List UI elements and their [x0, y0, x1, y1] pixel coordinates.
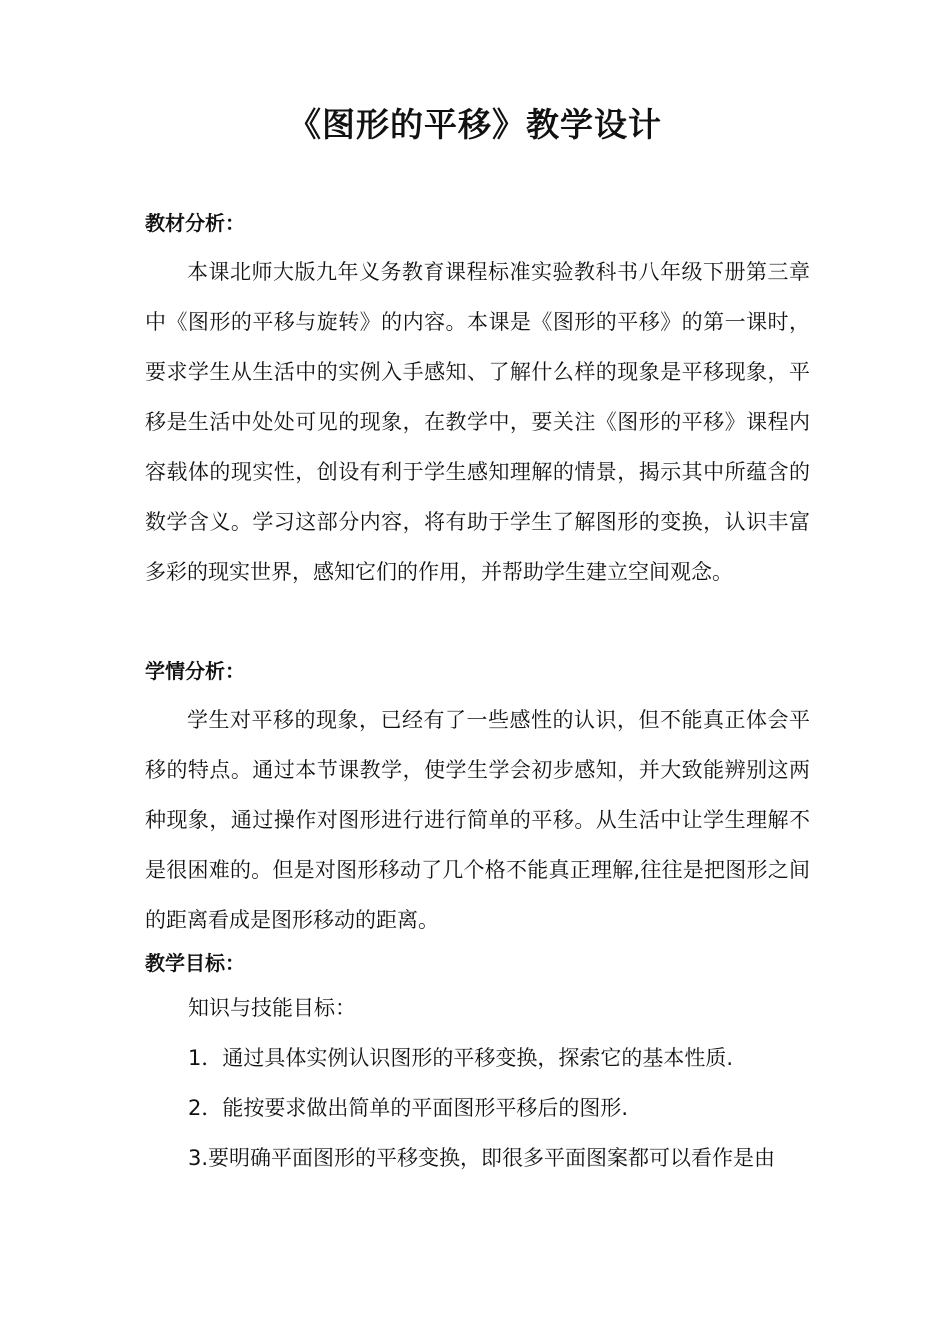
section-paragraph-student-analysis: 学生对平移的现象，已经有了一些感性的认识，但不能真正体会平移的特点。通过本节课教学，使学生学会初步感知，并大致能辨别这两种现象，通过操作对图形进行进行简单的平移。从生活中让学生理解不是很困难的。但是对图形移动了几个格不能真正理解,往往是把图形之间的距离看成是图形移动的距离。 [145, 708, 810, 932]
section-heading-student-analysis: 学情分析： [145, 659, 245, 683]
document-title: 《图形的平移》教学设计 [288, 105, 662, 144]
goal-line-item-3: 3.要明确平面图形的平移变换，即很多平面图案都可以看作是由 [188, 1146, 776, 1170]
section-heading-textbook-analysis: 教材分析： [145, 211, 245, 235]
goal-line-item-2: 2．能按要求做出简单的平面图形平移后的图形. [188, 1096, 629, 1120]
section-heading-teaching-goals: 教学目标： [145, 951, 245, 975]
section-paragraph-textbook-analysis: 本课北师大版九年义务教育课程标准实验教科书八年级下册第三章中《图形的平移与旋转》的内容。本课是《图形的平移》的第一课时，要求学生从生活中的实例入手感知、了解什么样的现象是平移现象，平移是生活中处处可见的现象，在教学中，要关注《图形的平移》课程内容载体的现实性，创设有利于学生感知理解的情景，揭示其中所蕴含的数学含义。学习这部分内容，将有助于学生了解图形的变换，认识丰富多彩的现实世界，感知它们的作用，并帮助学生建立空间观念。 [145, 260, 810, 584]
goal-line-knowledge-skills: 知识与技能目标： [188, 996, 356, 1020]
goal-line-item-1: 1．通过具体实例认识图形的平移变换，探索它的基本性质. [188, 1046, 734, 1070]
